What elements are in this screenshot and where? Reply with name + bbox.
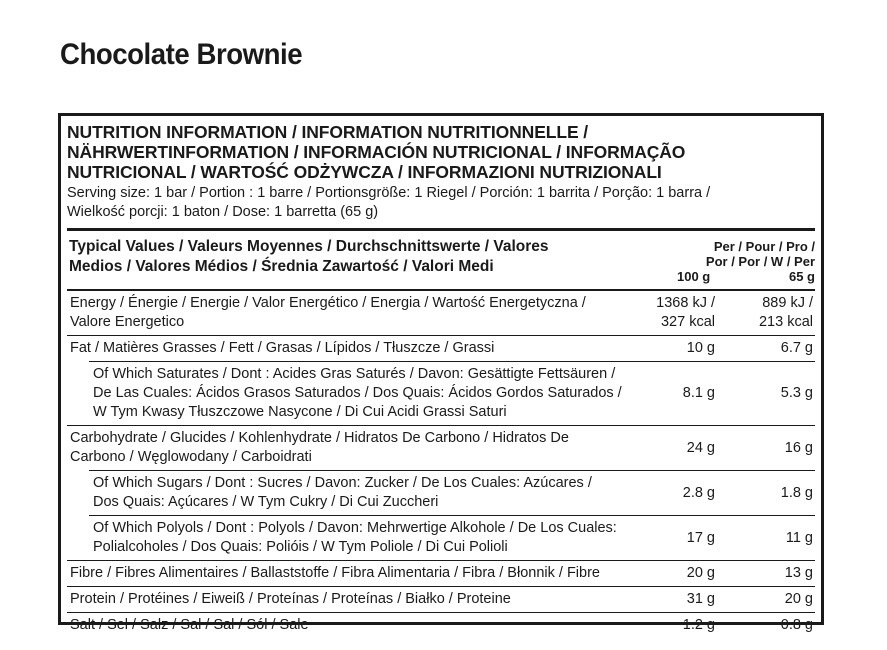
table-row [67, 336, 815, 361]
nutrient-name-line: Energy / Énergie / Energie / Valor Energético / Energia / Wartość Energetyczna / [70, 295, 586, 311]
nutrition-panel [58, 113, 824, 633]
panel-title [67, 122, 815, 182]
nutrient-name-line: Valore Energetico [70, 314, 185, 330]
nutrient-name [89, 516, 625, 560]
value-per-serving: 11 g [785, 529, 813, 546]
nutrient-name-line: Carbono / Węglowodany / Carboidrati [70, 449, 312, 465]
nutrient-name: Protein / Protéines / Eiweiß / Proteínas / Proteínas / Białko / Proteine [70, 591, 511, 607]
value-per-100g: 20 g [686, 565, 715, 581]
carbohydrate-group [67, 426, 815, 561]
nutrient-name [67, 426, 625, 470]
panel-header [61, 116, 821, 222]
value-line: 889 kJ / [762, 295, 813, 311]
nutrient-name [89, 471, 625, 515]
nutrient-name: Fibre / Fibres Alimentaires / Ballaststoffe / Fibra Alimentaria / Fibra / Błonnik / Fibre [70, 565, 600, 581]
nutrient-name: Salt / Sel / Salz / Sal / Sal / Sól / Sale [70, 617, 309, 633]
value-per-serving: 0.8 g [780, 617, 813, 633]
value-line: 1368 kJ / [656, 295, 715, 311]
serving-size-line: Wielkość porcji: 1 baton / Dose: 1 barretta (65 g) [67, 204, 379, 220]
per-serving-label: 65 g [788, 269, 815, 284]
value-per-100g: 31 g [686, 591, 715, 607]
table-row [67, 291, 815, 336]
value-per-serving: 13 g [784, 565, 813, 581]
nutrient-name-line: Polialcoholes / Dos Quais: Polióis / W Tym Poliole / Di Cui Polioli [93, 539, 508, 555]
value-per-serving: 6.7 g [780, 340, 813, 356]
nutrient-name-line: W Tym Kwasy Tłuszczowe Nasycone / Di Cui Acidi Grassi Saturi [93, 404, 507, 420]
table-row [67, 426, 815, 470]
nutrient-name-line: Carbohydrate / Glucides / Kohlenhydrate / Hidratos De Carbono / Hidratos De [70, 430, 569, 446]
nutrient-name-line: Of Which Polyols / Dont : Polyols / Davon: Mehrwertige Alkohole / De Los Cuales: [93, 520, 617, 536]
table-row-sub [89, 470, 815, 515]
value-per-serving: 1.8 g [780, 484, 813, 501]
per-mid-line: Por / Por / W / Per [705, 254, 815, 269]
nutrient-name-line: Of Which Sugars / Dont : Sucres / Davon: Zucker / De Los Cuales: Azúcares / [93, 475, 592, 491]
per-column-label [627, 237, 815, 284]
value-per-100g: 8.1 g [682, 385, 715, 401]
value-per-100g: 24 g [686, 439, 715, 456]
table-row [67, 587, 815, 613]
value-per-serving: 20 g [784, 591, 813, 607]
product-title: Chocolate Brownie [60, 38, 303, 71]
typical-values-line: Typical Values / Valeurs Moyennes / Durchschnittswerte / Valores [69, 238, 549, 255]
value-per-100g [625, 291, 715, 335]
value-line: 327 kcal [660, 314, 715, 330]
value-per-100g: 1.2 g [682, 617, 715, 633]
nutrient-name-line: Of Which Saturates / Dont : Acides Gras Saturés / Davon: Gesättigte Fettsäuren / [93, 366, 616, 382]
typical-values-line: Medios / Valores Médios / Średnia Zawartość / Valori Medi [69, 258, 494, 275]
nutrient-name [67, 291, 625, 335]
value-per-100g: 2.8 g [682, 484, 715, 501]
nutrient-name: Fat / Matières Grasses / Fett / Grasas / Lípidos / Tłuszcze / Grassi [70, 340, 495, 356]
table-row-sub [89, 515, 815, 560]
value-per-serving: 5.3 g [780, 385, 813, 401]
fat-group [67, 336, 815, 426]
per-100g-label: 100 g [677, 269, 711, 284]
panel-title-line: NUTRITION INFORMATION / INFORMATION NUTRITIONNELLE / [67, 122, 589, 142]
nutrient-name [89, 362, 625, 425]
column-header [67, 231, 815, 291]
serving-size [67, 184, 815, 222]
table-row-sub [89, 361, 815, 425]
table-row [67, 613, 815, 638]
per-units [627, 269, 815, 284]
serving-size-line: Serving size: 1 bar / Portion : 1 barre / Portionsgröße: 1 Riegel / Porción: 1 barrita / Porção: 1 barra / [67, 185, 711, 201]
value-per-100g: 17 g [686, 529, 715, 546]
nutrient-name-line: Dos Quais: Açúcares / W Tym Cukry / Di Cui Zuccheri [93, 494, 439, 510]
panel-title-line: NÄHRWERTINFORMATION / INFORMACIÓN NUTRICIONAL / INFORMAÇÃO [67, 142, 686, 162]
value-line: 213 kcal [758, 314, 813, 330]
value-per-serving [715, 291, 815, 335]
value-per-100g: 10 g [686, 340, 715, 356]
panel-title-line: NUTRICIONAL / WARTOŚĆ ODŻYWCZA / INFORMAZIONI NUTRIZIONALI [67, 162, 662, 182]
nutrient-name-line: De Las Cuales: Ácidos Grasos Saturados / Dos Quais: Ácidos Gordos Saturados / [93, 385, 622, 401]
table-row [67, 561, 815, 587]
value-per-serving: 16 g [784, 439, 813, 456]
per-top-line: Per / Pour / Pro / [713, 239, 815, 254]
typical-values-label [67, 237, 627, 284]
